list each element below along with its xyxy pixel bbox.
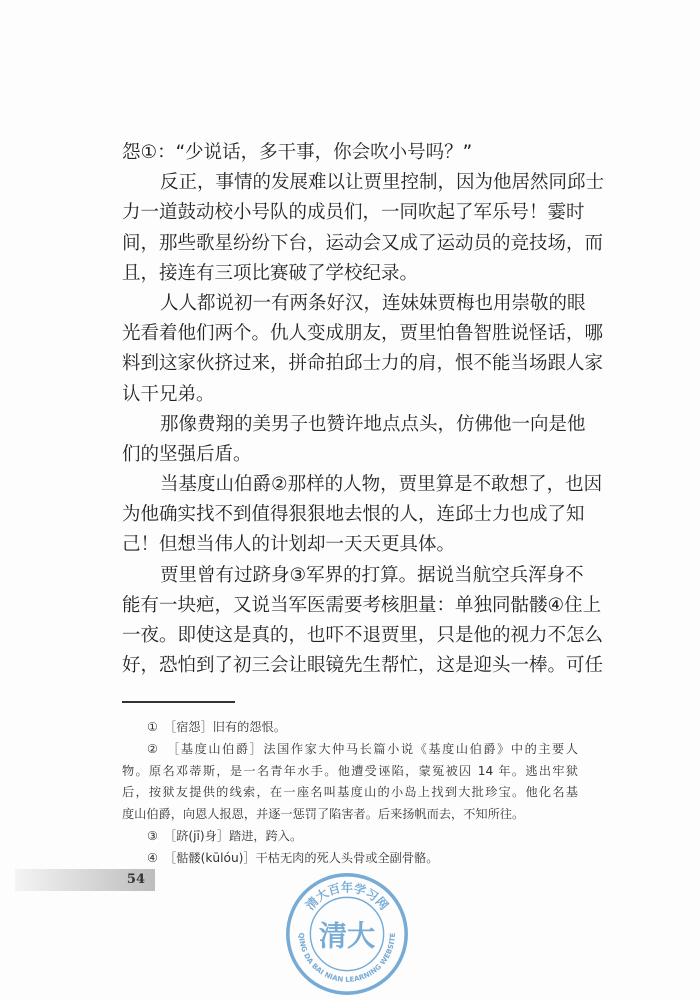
footnote-line: 后，按狱友提供的线索，在一座名叫基度山的小岛上找到大批珍宝。他化名基 <box>122 785 578 800</box>
text-line: 料到这家伙挤过来，拼命拍邱士力的肩，恨不能当场跟人家 <box>122 353 604 375</box>
footnote-divider <box>122 701 235 703</box>
text-line: 好，恐怕到了初三会让眼镜先生帮忙，这是迎头一棒。可任 <box>122 655 604 677</box>
footnote-line: ③ ［跻(jī)身］踏进，跨入。 <box>147 828 303 843</box>
text-line: 能有一块疤，又说当军医需要考核胆量：单独同骷髅④住上 <box>122 594 602 616</box>
text-line: 人人都说初一有两条好汉，连妹妹贾梅也用崇敬的眼 <box>160 292 586 314</box>
text-line: 认干兄弟。 <box>122 383 215 405</box>
watermark-seal-icon <box>285 872 409 996</box>
text-line: 当基度山伯爵②那样的人物，贾里算是不敢想了，也因 <box>160 474 603 496</box>
text-line: 光看着他们两个。仇人变成朋友，贾里怕鲁智胜说怪话，哪 <box>122 323 604 345</box>
footnote-line: ① ［宿怨］旧有的怨恨。 <box>147 720 286 734</box>
page-number: 54 <box>126 872 145 887</box>
body-text <box>122 138 605 681</box>
footnote-line: 物。原名邓蒂斯，是一名青年水手。他遭受诬陷，蒙冤被囚 14 年。逃出牢狱 <box>122 763 578 778</box>
text-line: 贾里曾有过跻身③军界的打算。据说当航空兵浑身不 <box>160 564 584 586</box>
text-line: 且，接连有三项比赛破了学校纪录。 <box>122 262 419 284</box>
watermark-bottom-text: QING DA BAI NIAN LEARNING WEBSITE <box>297 932 397 984</box>
text-line: 们的坚强后盾。 <box>122 443 252 465</box>
footnotes <box>122 717 578 870</box>
footnote-line: 度山伯爵，向恩人报恩，并逐一惩罚了陷害者。后来扬帆而去，不知所往。 <box>122 807 525 822</box>
text-line: 己！但想当伟人的计划却一天天更具体。 <box>122 534 456 556</box>
text-line: 为他确实找不到值得狠狠地去恨的人，连邱士力也成了知 <box>122 504 585 526</box>
footnote-line: ④ ［骷髅(kūlóu)］干枯无肉的死人头骨或全副骨骼。 <box>147 850 439 865</box>
page-number-bar <box>15 869 155 891</box>
text-line: 力一道鼓动校小号队的成员们，一同吹起了军乐号！霎时 <box>122 202 585 224</box>
text-line: 怨①：“少说话，多干事，你会吹小号吗？” <box>122 142 473 163</box>
text-line: 那像费翔的美男子也赞许地点点头，仿佛他一向是他 <box>160 413 586 435</box>
text-line: 反正，事情的发展难以让贾里控制，因为他居然同邱士 <box>160 172 605 194</box>
text-line: 间，那些歌星纷纷下台，运动会又成了运动员的竞技场，而 <box>122 232 604 254</box>
watermark-top-text: 清大百年学习网 <box>302 880 392 913</box>
footnote-line: ② ［基度山伯爵］法国作家大仲马长篇小说《基度山伯爵》中的主要人 <box>147 741 578 756</box>
svg-text:清大: 清大 <box>318 919 376 953</box>
text-line: 一夜。即使这是真的，也吓不退贾里，只是他的视力不怎么 <box>122 625 604 646</box>
